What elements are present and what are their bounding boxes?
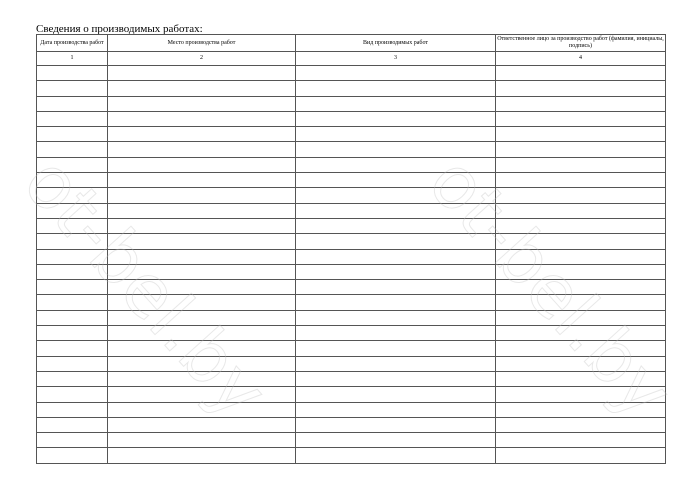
page-title: Сведения о производимых работах:	[36, 23, 203, 35]
table-cell[interactable]	[37, 356, 108, 371]
table-row	[37, 341, 666, 356]
table-cell[interactable]	[108, 341, 296, 356]
table-cell[interactable]	[108, 111, 296, 126]
table-cell[interactable]	[37, 234, 108, 249]
table-cell[interactable]	[37, 371, 108, 386]
table-row	[37, 249, 666, 264]
table-row	[37, 295, 666, 310]
table-cell[interactable]	[108, 371, 296, 386]
table-row	[37, 66, 666, 81]
table-cell[interactable]	[108, 448, 296, 463]
table-cell[interactable]	[496, 203, 666, 218]
table-cell[interactable]	[108, 433, 296, 448]
table-cell[interactable]	[108, 218, 296, 233]
column-number: 4	[496, 52, 666, 66]
column-number: 3	[296, 52, 496, 66]
table-cell[interactable]	[108, 295, 296, 310]
table-cell[interactable]	[37, 66, 108, 81]
table-cell[interactable]	[108, 188, 296, 203]
table-cell[interactable]	[496, 417, 666, 432]
table-row	[37, 433, 666, 448]
table-cell[interactable]	[496, 310, 666, 325]
table-cell[interactable]	[108, 234, 296, 249]
table-row	[37, 203, 666, 218]
table-cell[interactable]	[496, 448, 666, 463]
table-row	[37, 371, 666, 386]
table-cell[interactable]	[296, 96, 496, 111]
table-cell[interactable]	[496, 157, 666, 172]
table-cell[interactable]	[296, 402, 496, 417]
table-cell[interactable]	[108, 157, 296, 172]
table-cell[interactable]	[296, 341, 496, 356]
table-cell[interactable]	[296, 326, 496, 341]
table-row	[37, 111, 666, 126]
table-cell[interactable]	[496, 356, 666, 371]
table-cell[interactable]	[108, 127, 296, 142]
table-cell[interactable]	[496, 402, 666, 417]
table-row	[37, 417, 666, 432]
table-row	[37, 402, 666, 417]
table-row	[37, 448, 666, 463]
table-row	[37, 127, 666, 142]
table-cell[interactable]	[296, 173, 496, 188]
table-cell[interactable]	[296, 218, 496, 233]
table-cell[interactable]	[296, 310, 496, 325]
table-row	[37, 234, 666, 249]
table-cell[interactable]	[37, 111, 108, 126]
table-cell[interactable]	[37, 310, 108, 325]
table-row	[37, 387, 666, 402]
table-cell[interactable]	[296, 387, 496, 402]
column-header-work-type: Вид производимых работ	[296, 35, 496, 52]
table-row	[37, 157, 666, 172]
watermark: ot-bel.by	[412, 140, 689, 434]
table-cell[interactable]	[37, 326, 108, 341]
table-cell[interactable]	[496, 173, 666, 188]
table-cell[interactable]	[37, 417, 108, 432]
table-cell[interactable]	[108, 203, 296, 218]
table-row	[37, 264, 666, 279]
table-cell[interactable]	[108, 280, 296, 295]
table-cell[interactable]	[496, 341, 666, 356]
table-row	[37, 188, 666, 203]
table-cell[interactable]	[37, 448, 108, 463]
column-header-place: Место производства работ	[108, 35, 296, 52]
table-cell[interactable]	[37, 157, 108, 172]
table-cell[interactable]	[296, 203, 496, 218]
column-header-date: Дата производства работ	[37, 35, 108, 52]
table-cell[interactable]	[37, 341, 108, 356]
table-cell[interactable]	[296, 66, 496, 81]
table-body	[37, 66, 666, 464]
table-cell[interactable]	[108, 142, 296, 157]
table-cell[interactable]	[108, 402, 296, 417]
table-cell[interactable]	[496, 188, 666, 203]
table-cell[interactable]	[496, 326, 666, 341]
column-number: 1	[37, 52, 108, 66]
table-cell[interactable]	[496, 96, 666, 111]
table-row	[37, 326, 666, 341]
table-cell[interactable]	[37, 142, 108, 157]
table-cell[interactable]	[108, 81, 296, 96]
table-row	[37, 142, 666, 157]
table-row	[37, 280, 666, 295]
table-cell[interactable]	[496, 295, 666, 310]
table-cell[interactable]	[296, 280, 496, 295]
table-cell[interactable]	[496, 81, 666, 96]
table-cell[interactable]	[37, 188, 108, 203]
table-cell[interactable]	[37, 402, 108, 417]
table-row	[37, 356, 666, 371]
table-cell[interactable]	[37, 249, 108, 264]
table-cell[interactable]	[296, 234, 496, 249]
table-cell[interactable]	[496, 433, 666, 448]
header-row	[37, 35, 666, 52]
table-cell[interactable]	[296, 188, 496, 203]
table-cell[interactable]	[37, 127, 108, 142]
table-cell[interactable]	[496, 127, 666, 142]
table-cell[interactable]	[37, 280, 108, 295]
table-cell[interactable]	[296, 157, 496, 172]
table-cell[interactable]	[37, 218, 108, 233]
table-cell[interactable]	[496, 264, 666, 279]
table-cell[interactable]	[496, 280, 666, 295]
table-cell[interactable]	[37, 264, 108, 279]
table-cell[interactable]	[496, 234, 666, 249]
table-cell[interactable]	[496, 371, 666, 386]
table-cell[interactable]	[296, 142, 496, 157]
table-row	[37, 173, 666, 188]
table-cell[interactable]	[108, 264, 296, 279]
table-cell[interactable]	[37, 173, 108, 188]
table-cell[interactable]	[296, 356, 496, 371]
table-cell[interactable]	[108, 173, 296, 188]
table-cell[interactable]	[296, 249, 496, 264]
works-log-table	[36, 34, 666, 464]
table-cell[interactable]	[296, 127, 496, 142]
table-cell[interactable]	[496, 111, 666, 126]
table-cell[interactable]	[296, 371, 496, 386]
table-row	[37, 218, 666, 233]
table-cell[interactable]	[496, 66, 666, 81]
table-cell[interactable]	[296, 111, 496, 126]
table-cell[interactable]	[108, 310, 296, 325]
table-cell[interactable]	[108, 249, 296, 264]
table-cell[interactable]	[108, 417, 296, 432]
watermark: ot-bel.by	[7, 140, 284, 434]
table-cell[interactable]	[108, 96, 296, 111]
table-cell[interactable]	[496, 387, 666, 402]
table-cell[interactable]	[496, 249, 666, 264]
table-cell[interactable]	[37, 203, 108, 218]
table-cell[interactable]	[37, 433, 108, 448]
table-cell[interactable]	[496, 218, 666, 233]
table-cell[interactable]	[108, 387, 296, 402]
table-row	[37, 81, 666, 96]
table-cell[interactable]	[108, 66, 296, 81]
table-cell[interactable]	[496, 142, 666, 157]
table-cell[interactable]	[296, 295, 496, 310]
table-cell[interactable]	[108, 326, 296, 341]
table-cell[interactable]	[37, 387, 108, 402]
table-cell[interactable]	[296, 433, 496, 448]
table-cell[interactable]	[296, 417, 496, 432]
table-cell[interactable]	[37, 295, 108, 310]
column-number-row	[37, 52, 666, 66]
column-header-responsible-person: Ответственное лицо за производство работ (фамилия, инициалы, подпись)	[496, 35, 666, 52]
table-row	[37, 310, 666, 325]
table-cell[interactable]	[37, 96, 108, 111]
column-number: 2	[108, 52, 296, 66]
table-row	[37, 96, 666, 111]
table-cell[interactable]	[296, 448, 496, 463]
table-cell[interactable]	[37, 81, 108, 96]
table-cell[interactable]	[108, 356, 296, 371]
table-cell[interactable]	[296, 264, 496, 279]
table-cell[interactable]	[296, 81, 496, 96]
